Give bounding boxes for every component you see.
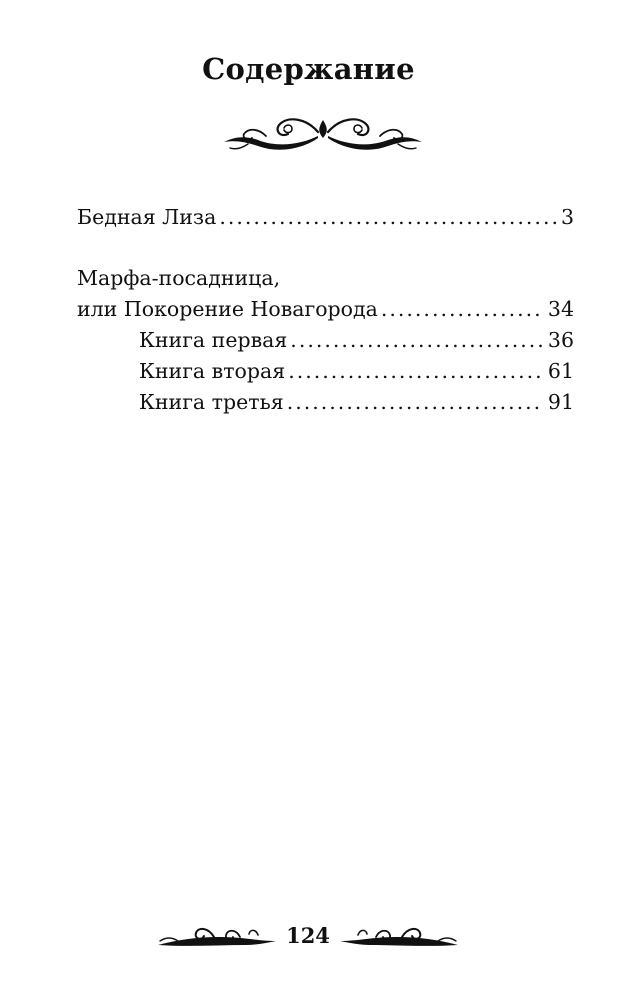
toc-entry-page: 61 <box>547 359 574 383</box>
toc-entry-title: или Покорение Новагорода <box>77 297 378 321</box>
page-number: 124 <box>286 923 330 948</box>
toc-entry-page: 3 <box>560 205 574 229</box>
page-title: Содержание <box>202 52 415 86</box>
toc-entry-title: Книга третья <box>139 390 284 414</box>
page-footer <box>158 915 458 955</box>
toc-entry[interactable] <box>77 294 574 325</box>
toc-entry-title: Книга первая <box>139 328 288 352</box>
toc-entry <box>77 263 574 294</box>
dot-leader <box>288 356 544 387</box>
toc-entry-title: Книга вторая <box>139 359 286 383</box>
toc-entry-title: Бедная Лиза <box>77 205 217 229</box>
toc-entry[interactable] <box>77 202 574 233</box>
toc-entry[interactable] <box>77 356 574 387</box>
toc-entry-page: 91 <box>547 390 574 414</box>
dot-leader <box>381 294 544 325</box>
toc-entry[interactable] <box>77 387 574 418</box>
toc-entry-title: Марфа-посадница, <box>77 266 281 290</box>
toc-entry[interactable] <box>77 325 574 356</box>
table-of-contents <box>77 202 574 418</box>
dot-leader <box>287 387 544 418</box>
toc-entry-page: 34 <box>547 297 574 321</box>
toc-entry-page: 36 <box>547 328 574 352</box>
dot-leader <box>290 325 544 356</box>
flourish-ornament-icon <box>218 110 428 158</box>
dot-leader <box>219 202 557 233</box>
